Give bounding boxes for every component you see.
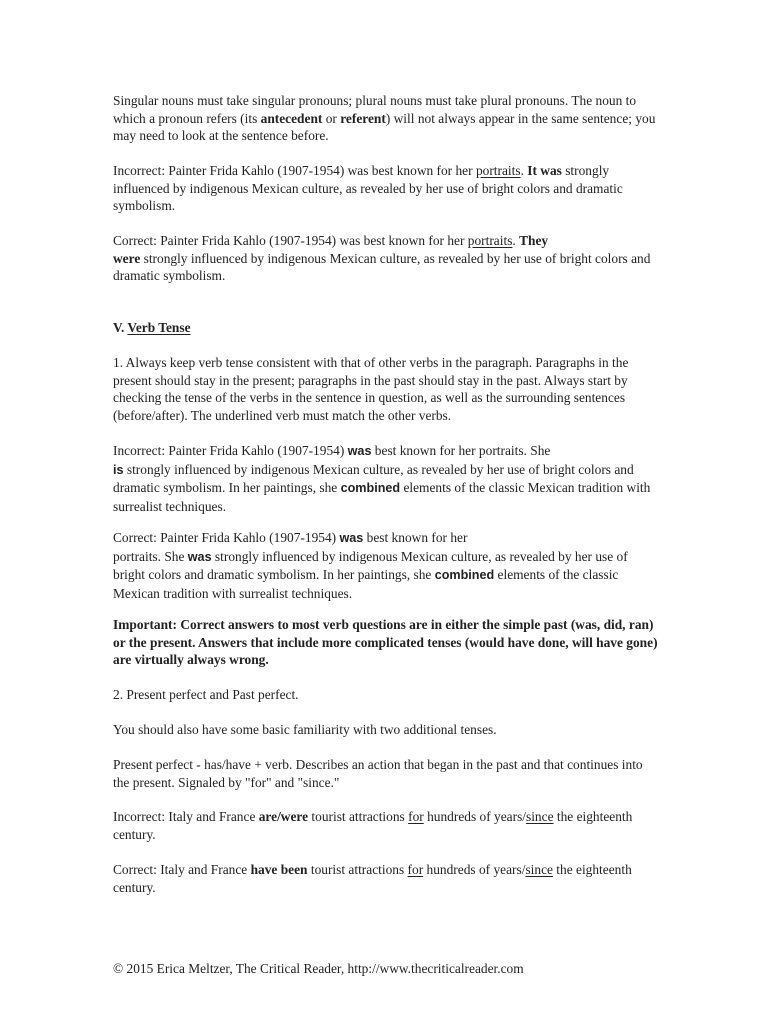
pronoun-correct-example: Correct: Painter Frida Kahlo (1907-1954) was best known for her portraits. They were strongly influenced by indigenous Mexican culture, as revealed by her use of bright colors and dramatic symbolism. [113, 233, 651, 284]
present-perfect-heading: 2. Present perfect and Past perfect. [113, 687, 299, 702]
important-note: Important: Correct answers to most verb questions are in either the simple past (was, did, ran) or the present. Answers that include more complicated tenses (would have done, will have gone) are virtually always wrong. [113, 617, 658, 668]
pronoun-rule-paragraph: Singular nouns must take singular pronouns; plural nouns must take plural pronouns. The noun to which a pronoun refers (its antecedent or referent) will not always appear in the same sentence; you may need to look at the sentence before. [113, 93, 656, 144]
section-title: Verb Tense [127, 320, 191, 335]
section-heading: V. Verb Tense [113, 320, 191, 335]
referent-term: referent [340, 110, 386, 126]
pronoun-incorrect-example: Incorrect: Painter Frida Kahlo (1907-1954) was best known for her portraits. It was strongly influenced by indigenous Mexican culture, as revealed by her use of bright colors and dramatic symbolism. [113, 163, 623, 214]
verb-tense-rule-paragraph: 1. Always keep verb tense consistent with that of other verbs in the paragraph. Paragraphs in the present should stay in the present; paragraphs in the past should stay in the past. Always start by checking the tense of the verbs in the sentence in question, as well as the surrounding sentences (before/after). The underlined verb must match the other verbs. [113, 355, 629, 423]
antecedent-term: antecedent [260, 110, 323, 126]
copyright-footer: © 2015 Erica Meltzer, The Critical Reader, http://www.thecriticalreader.com [113, 961, 524, 976]
verb-incorrect-example: Incorrect: Painter Frida Kahlo (1907-1954) was best known for her portraits. She is strongly influenced by indigenous Mexican culture, as revealed by her use of bright colors and dramatic symbolism. In her paintings, she combined elements of the classic Mexican tradition with surrealist techniques. [113, 443, 651, 514]
perfect-correct-example: Correct: Italy and France have been tourist attractions for hundreds of years/since the eighteenth century. [113, 862, 632, 895]
perfect-incorrect-example: Incorrect: Italy and France are/were tourist attractions for hundreds of years/since the eighteenth century. [113, 809, 633, 842]
present-perfect-definition: Present perfect - has/have + verb. Describes an action that began in the past and that continues into the present. Signaled by "for" and "since." [113, 757, 643, 790]
verb-correct-example: Correct: Painter Frida Kahlo (1907-1954) was best known for her portraits. She was strongly influenced by indigenous Mexican culture, as revealed by her use of bright colors and dramatic symbolism. In her paintings, she combined elements of the classic Mexican tradition with surrealist techniques. [113, 530, 628, 601]
familiarity-note: You should also have some basic familiarity with two additional tenses. [113, 722, 497, 737]
